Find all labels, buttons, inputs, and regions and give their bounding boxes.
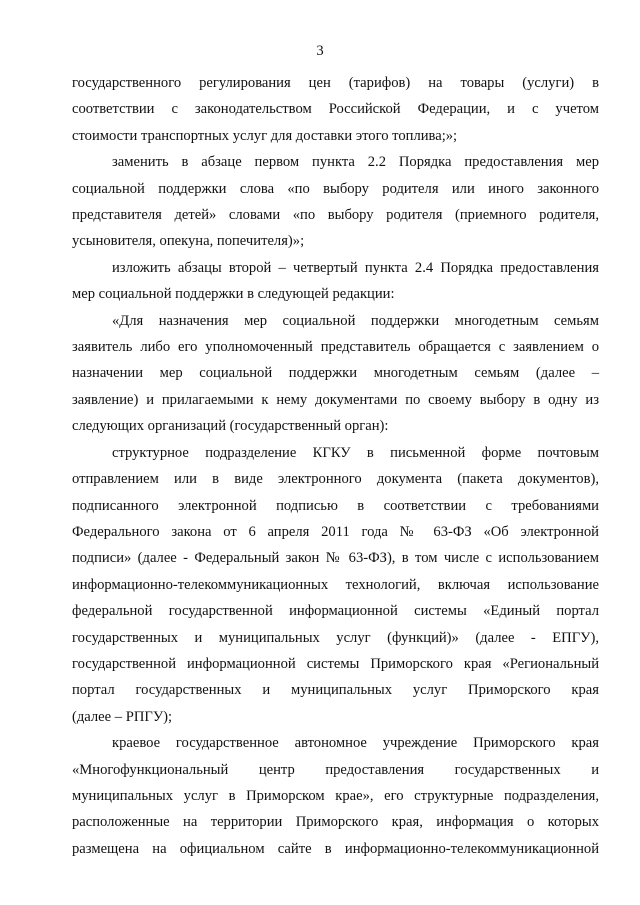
text-line: Федерального закона от 6 апреля 2011 года № 63-ФЗ «Об электронной xyxy=(72,523,599,540)
text-line: «Многофункциональный центр предоставления государственных и xyxy=(72,761,599,778)
text-line: портал государственных и муниципальных услуг Приморского края xyxy=(72,682,599,699)
text-line: соответствии с законодательством Российской Федерации, и с учетом xyxy=(72,101,599,118)
paragraph xyxy=(72,440,599,730)
page-number: 3 xyxy=(316,43,324,59)
text-line: социальной поддержки слова «по выбору родителя или иного законного xyxy=(72,180,599,197)
document-body xyxy=(72,70,599,862)
text-line: федеральной государственной информационной системы «Единый портал xyxy=(72,603,599,620)
paragraph xyxy=(72,149,599,255)
paragraph xyxy=(72,308,599,440)
text-line: размещена на официальном сайте в информационно-телекоммуникационной xyxy=(72,840,599,857)
paragraph xyxy=(72,730,599,862)
text-line: изложить абзацы второй – четвертый пункта 2.4 Порядка предоставления xyxy=(112,259,599,276)
text-line: государственного регулирования цен (тарифов) на товары (услуги) в xyxy=(72,75,599,91)
text-line: информационно-телекоммуникационных технологий, включая использование xyxy=(72,576,599,593)
text-line: следующих организаций (государственный орган): xyxy=(72,418,389,435)
text-line: расположенные на территории Приморского края, информация о которых xyxy=(72,814,599,831)
text-line: мер социальной поддержки в следующей редакции: xyxy=(72,286,395,303)
text-line: заявитель либо его уполномоченный представитель обращается с заявлением о xyxy=(72,339,599,356)
text-line: муниципальных услуг в Приморском крае», его структурные подразделения, xyxy=(72,787,599,804)
text-line: структурное подразделение КГКУ в письменной форме почтовым xyxy=(112,444,599,461)
text-line: отправлением или в виде электронного документа (пакета документов), xyxy=(72,471,599,488)
text-line: государственных и муниципальных услуг (функций)» (далее - ЕПГУ), xyxy=(72,629,599,646)
text-line: заявление) и прилагаемыми к нему документами по своему выбору в одну из xyxy=(72,391,599,408)
text-line: заменить в абзаце первом пункта 2.2 Порядка предоставления мер xyxy=(112,154,599,171)
text-line: подписанного электронной подписью в соответствии с требованиями xyxy=(72,497,599,514)
text-line: (далее – РПГУ); xyxy=(72,708,173,725)
text-line: «Для назначения мер социальной поддержки многодетным семьям xyxy=(112,312,599,329)
paragraph xyxy=(72,70,599,149)
text-line: назначении мер социальной поддержки многодетным семьям (далее – xyxy=(72,365,599,382)
text-line: представителя детей» словами «по выбору родителя (приемного родителя, xyxy=(72,207,599,224)
text-line: краевое государственное автономное учреждение Приморского края xyxy=(112,735,599,752)
text-line: стоимости транспортных услуг для доставки этого топлива;»; xyxy=(72,127,458,144)
text-line: усыновителя, опекуна, попечителя)»; xyxy=(72,233,305,250)
paragraph xyxy=(72,255,599,308)
text-line: подписи» (далее - Федеральный закон № 63-ФЗ), в том числе с использованием xyxy=(72,550,599,567)
text-line: государственной информационной системы Приморского края «Региональный xyxy=(72,655,599,672)
